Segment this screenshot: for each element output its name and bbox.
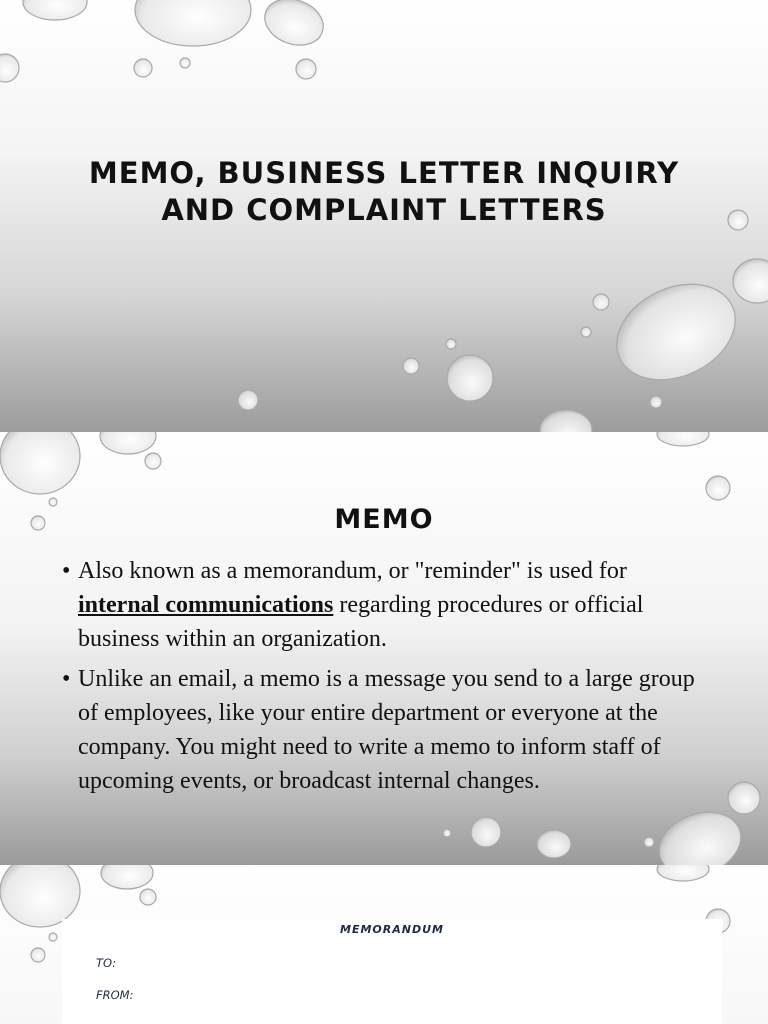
bullet-list: [62, 554, 712, 804]
to-label: TO:: [96, 956, 117, 970]
emphasized-term: internal communications: [78, 592, 334, 618]
memo-slide: [0, 432, 768, 865]
title-slide: [0, 0, 768, 432]
bullet-marker: •: [62, 558, 71, 584]
bullet-text: Also known as a memorandum, or "reminder" is used for: [78, 558, 627, 584]
bullet-item: [62, 554, 712, 656]
bullet-marker: •: [62, 666, 71, 692]
bullet-item: [62, 662, 712, 798]
bullet-text: Unlike an email, a memo is a message you send to a large group of employees, like your entire department or everyone at the company. You might need to write a memo to inform staff of upcoming events, or broadcast internal changes.: [78, 666, 695, 794]
memorandum-heading: MEMORANDUM: [340, 923, 444, 936]
bullet-text: regarding procedures or official business within an organization.: [78, 592, 644, 652]
from-label: FROM:: [96, 988, 134, 1002]
memorandum-form: [62, 919, 722, 1024]
title-line-1: MEMO, BUSINESS LETTER INQUIRY: [88, 156, 680, 190]
presentation-title: [60, 155, 708, 229]
memorandum-slide: [0, 865, 768, 1024]
slide-title: MEMO: [334, 504, 434, 535]
title-line-2: AND COMPLAINT LETTERS: [161, 193, 607, 227]
